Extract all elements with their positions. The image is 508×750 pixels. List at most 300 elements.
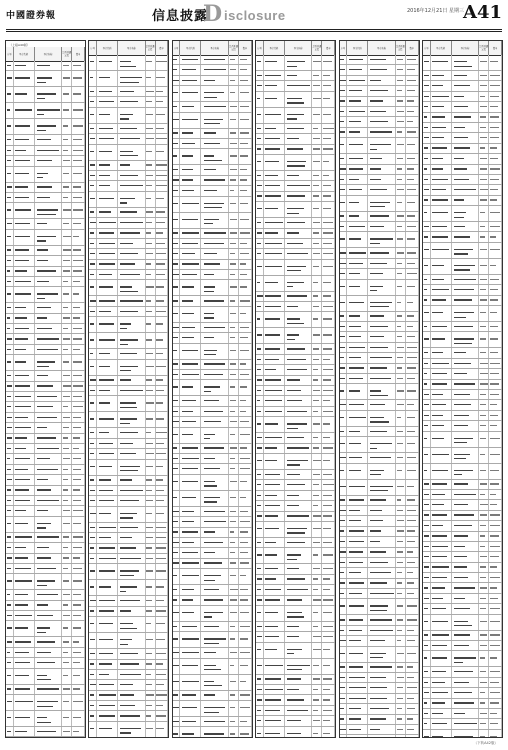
table-cell [406, 579, 419, 588]
table-cell [264, 501, 285, 510]
table-cell [347, 154, 368, 163]
table-cell [14, 564, 35, 573]
table-cell [368, 599, 396, 614]
table-cell [14, 637, 35, 646]
table-cell [347, 558, 368, 567]
table-cell [118, 691, 146, 700]
table-cell [173, 296, 181, 305]
table-cell [229, 569, 239, 584]
table-header-cell: 基金代码 [431, 41, 452, 55]
table-cell [368, 154, 396, 163]
table-row [89, 317, 168, 333]
table-row [89, 460, 168, 476]
table-cell [368, 437, 396, 452]
table-cell [62, 543, 72, 552]
table-row [173, 213, 252, 229]
table-cell [322, 522, 335, 537]
table-cell [431, 432, 452, 447]
table-row [423, 411, 502, 421]
table-cell [285, 675, 313, 684]
table-cell [35, 183, 63, 192]
table-cell [312, 622, 322, 631]
table-cell [347, 400, 368, 409]
table-cell [14, 711, 35, 726]
table-cell [62, 496, 72, 505]
table-cell [396, 138, 406, 153]
table-cell [396, 527, 406, 536]
table-cell [423, 332, 431, 347]
table-cell [312, 659, 322, 674]
table-cell [35, 277, 63, 286]
table-row [256, 501, 335, 511]
table-cell [239, 454, 252, 463]
table-header-cell: 序号 [89, 41, 97, 55]
table-cell [479, 699, 489, 708]
table-row [6, 496, 85, 506]
table-cell [89, 249, 97, 258]
table-cell [62, 334, 72, 343]
table-cell [156, 333, 169, 348]
table-header-row [89, 41, 168, 56]
table-cell [97, 134, 118, 143]
table-cell [6, 590, 14, 599]
table-cell [340, 615, 348, 624]
table-cell [201, 675, 229, 690]
table-cell [406, 384, 419, 399]
table-cell [146, 607, 156, 616]
table-cell [431, 411, 452, 420]
table-cell [201, 249, 229, 258]
table-row [340, 55, 419, 65]
table-cell [72, 87, 85, 102]
table-cell [489, 359, 502, 368]
table-cell [97, 296, 118, 305]
page-header [0, 0, 508, 30]
table-cell [396, 269, 406, 278]
table-cell [180, 86, 201, 101]
table-cell [239, 475, 252, 490]
table-row [6, 87, 85, 103]
table-cell [6, 574, 14, 589]
table-row [256, 376, 335, 386]
table-cell [72, 434, 85, 443]
table-cell [62, 621, 72, 636]
table-header-cell: 序号 [340, 41, 348, 55]
table-cell [229, 396, 239, 405]
table-cell [256, 108, 264, 123]
table-cell [423, 421, 431, 430]
table-cell [489, 348, 502, 357]
table-cell [489, 604, 502, 613]
table-cell [239, 165, 252, 174]
table-cell [256, 181, 264, 190]
table-cell [285, 596, 313, 605]
table-cell [97, 349, 118, 358]
table-cell [146, 171, 156, 180]
table-cell [312, 376, 322, 385]
table-cell [89, 218, 97, 227]
table-cell [118, 476, 146, 485]
table-cell [322, 685, 335, 694]
table-cell [396, 55, 406, 64]
table-row [340, 248, 419, 258]
table-cell [229, 444, 239, 453]
table-cell [173, 260, 181, 269]
table-cell [173, 407, 181, 416]
table-cell [340, 589, 348, 598]
table-cell [285, 239, 313, 248]
table-cell [229, 417, 239, 426]
table-cell [322, 145, 335, 154]
table-cell [118, 460, 146, 475]
table-cell [368, 715, 396, 724]
table-cell [89, 496, 97, 505]
table-cell [89, 711, 97, 720]
table-cell [156, 412, 169, 427]
table-row [89, 523, 168, 533]
table-cell [256, 202, 264, 217]
table-cell [340, 704, 348, 713]
header-rule [6, 29, 502, 30]
table-cell [72, 413, 85, 422]
table-row [173, 344, 252, 360]
table-cell [180, 428, 201, 443]
table-cell [72, 256, 85, 265]
table-cell [97, 396, 118, 411]
table-cell [347, 589, 368, 598]
table-cell [452, 583, 480, 592]
table-cell [118, 596, 146, 605]
table-cell [201, 691, 229, 700]
table-cell [312, 386, 322, 395]
table-cell [396, 579, 406, 588]
table-cell [340, 558, 348, 567]
table-cell [264, 181, 285, 190]
table-cell [62, 230, 72, 245]
table-cell [423, 604, 431, 613]
table-cell [180, 417, 201, 426]
table-cell [368, 76, 396, 85]
table-cell [452, 511, 480, 520]
table-cell [6, 219, 14, 228]
table-header-cell: 是否开通定投 [146, 41, 156, 55]
table-cell [368, 185, 396, 194]
table-cell [256, 575, 264, 584]
table-cell [322, 171, 335, 180]
table-header-cell: 基金名称 [285, 41, 313, 55]
table-cell [180, 344, 201, 359]
table-cell [173, 727, 181, 738]
table-row [256, 512, 335, 522]
table-cell [180, 149, 201, 164]
table-cell [97, 680, 118, 689]
table-cell [256, 155, 264, 170]
table-cell [239, 102, 252, 111]
table-row [423, 521, 502, 531]
table-cell [489, 133, 502, 142]
table-cell [72, 61, 85, 70]
table-cell [6, 371, 14, 380]
table-cell [256, 695, 264, 704]
table-cell [479, 348, 489, 357]
table-cell [156, 486, 169, 495]
table-cell [35, 517, 63, 532]
table-cell [347, 704, 368, 713]
table-row [89, 580, 168, 596]
table-cell [201, 307, 229, 322]
table-cell [312, 501, 322, 510]
table-cell [72, 648, 85, 657]
table-row [256, 659, 335, 675]
table-cell [156, 229, 169, 238]
table-cell [239, 517, 252, 526]
table-cell [97, 108, 118, 123]
table-cell [479, 390, 489, 399]
table-cell [406, 589, 419, 598]
table-cell [256, 302, 264, 311]
table-cell [396, 626, 406, 635]
table-cell [312, 134, 322, 143]
table-cell [201, 596, 229, 605]
table-cell [156, 476, 169, 485]
table-cell [452, 154, 480, 163]
table-row [423, 285, 502, 295]
table-cell [479, 369, 489, 378]
table-cell [180, 528, 201, 537]
table-cell [89, 660, 97, 669]
table-row [173, 280, 252, 296]
table-cell [156, 108, 169, 123]
table-cell [35, 564, 63, 573]
table-cell [368, 694, 396, 703]
table-cell [146, 496, 156, 505]
table-cell [14, 103, 35, 118]
table-row [256, 108, 335, 124]
table-cell [256, 643, 264, 658]
table-cell [72, 371, 85, 380]
table-cell [347, 683, 368, 692]
table-cell [173, 396, 181, 405]
table-cell [396, 343, 406, 352]
table-cell [14, 246, 35, 255]
table-cell [368, 280, 396, 295]
table-row [423, 699, 502, 709]
table-cell [340, 725, 348, 734]
table-cell [406, 196, 419, 211]
table-cell [340, 248, 348, 257]
table-cell [89, 523, 97, 532]
table-cell [423, 144, 431, 153]
table-cell [285, 71, 313, 80]
table-cell [312, 81, 322, 90]
table-row [340, 269, 419, 279]
table-cell [6, 648, 14, 657]
table-cell [423, 380, 431, 389]
table-row [6, 230, 85, 246]
table-cell [173, 186, 181, 195]
table-cell [431, 667, 452, 676]
table-cell [368, 269, 396, 278]
table-cell [423, 123, 431, 132]
table-cell [479, 432, 489, 447]
table-cell [312, 181, 322, 190]
table-cell [14, 621, 35, 636]
table-cell [322, 355, 335, 364]
table-cell [62, 564, 72, 573]
table-cell [285, 292, 313, 301]
table-cell [173, 464, 181, 473]
table-cell [14, 119, 35, 134]
table-header-row [423, 41, 502, 56]
table-cell [489, 532, 502, 541]
table-cell [118, 633, 146, 648]
table-cell [347, 626, 368, 635]
table-cell [72, 392, 85, 401]
table-cell [431, 243, 452, 258]
table-cell [347, 496, 368, 505]
table-cell [285, 407, 313, 416]
table-row [6, 345, 85, 355]
table-cell [340, 165, 348, 174]
table-cell [406, 128, 419, 137]
table-cell [264, 575, 285, 584]
table-cell [35, 475, 63, 484]
table-cell [431, 55, 452, 70]
table-cell [312, 444, 322, 453]
table-cell [431, 631, 452, 640]
table-row [89, 396, 168, 412]
table-cell [322, 512, 335, 521]
table-body [6, 61, 85, 737]
table-cell [97, 97, 118, 106]
table-cell [322, 181, 335, 190]
table-cell [452, 678, 480, 687]
table-cell [180, 396, 201, 405]
table-cell [312, 512, 322, 521]
table-row [6, 506, 85, 516]
table-cell [173, 55, 181, 64]
table-row [340, 427, 419, 437]
table-cell [479, 688, 489, 697]
table-row [89, 280, 168, 296]
table-row [423, 332, 502, 348]
table-cell [264, 512, 285, 521]
table-cell [72, 103, 85, 118]
table-cell [406, 175, 419, 184]
table-cell [14, 685, 35, 694]
table-cell [347, 97, 368, 106]
table-cell [180, 454, 201, 463]
table-cell [201, 360, 229, 369]
table-cell [285, 606, 313, 621]
table-cell [264, 433, 285, 442]
table-cell [180, 464, 201, 473]
table-row [89, 722, 168, 738]
table-cell [146, 633, 156, 648]
table-cell [406, 636, 419, 645]
table-row [89, 134, 168, 144]
table-row [6, 517, 85, 533]
page-footer [0, 738, 508, 750]
table-cell [229, 86, 239, 101]
table-cell [431, 390, 452, 399]
table-body [256, 55, 335, 737]
table-cell [396, 663, 406, 672]
table-header-row [340, 41, 419, 56]
table-cell [146, 596, 156, 605]
table-cell [14, 669, 35, 684]
table-cell [72, 543, 85, 552]
table-cell [239, 538, 252, 547]
table-cell [6, 454, 14, 463]
table-cell [347, 269, 368, 278]
table-row [6, 402, 85, 412]
table-cell [239, 727, 252, 738]
table-cell [229, 585, 239, 594]
table-cell [285, 92, 313, 107]
table-cell [264, 659, 285, 674]
table-cell [14, 444, 35, 453]
table-cell [264, 249, 285, 258]
table-cell [229, 464, 239, 473]
table-cell [97, 412, 118, 427]
table-cell [239, 149, 252, 164]
table-header-cell: 费率 [72, 47, 85, 61]
table-row [340, 107, 419, 117]
table-cell [312, 239, 322, 248]
table-row [6, 486, 85, 496]
table-cell [256, 685, 264, 694]
table-row [6, 277, 85, 287]
table-cell [431, 123, 452, 132]
table-cell [406, 400, 419, 409]
table-cell [180, 307, 201, 322]
table-row [6, 621, 85, 637]
table-cell [406, 117, 419, 126]
table-cell [347, 725, 368, 734]
table-cell [14, 486, 35, 495]
table-cell [146, 564, 156, 579]
table-header-row [173, 41, 252, 56]
table-cell [14, 648, 35, 657]
table-cell [368, 615, 396, 624]
table-cell [156, 181, 169, 190]
table-cell [62, 219, 72, 228]
table-cell [256, 606, 264, 621]
table-cell [146, 722, 156, 737]
table-cell [35, 355, 63, 370]
table-cell [201, 65, 229, 74]
table-row [340, 343, 419, 353]
table-header-cell: 费率 [156, 41, 169, 55]
table-cell [229, 239, 239, 248]
table-cell [97, 523, 118, 532]
table-cell [97, 171, 118, 180]
table-body [89, 55, 168, 737]
table-cell [312, 276, 322, 291]
table-cell [14, 230, 35, 245]
table-cell [347, 464, 368, 479]
table-cell [239, 270, 252, 279]
table-cell [312, 606, 322, 621]
table-cell [97, 333, 118, 348]
table-cell [72, 355, 85, 370]
table-row [340, 694, 419, 704]
table-row [6, 695, 85, 711]
table-cell [6, 382, 14, 391]
table-cell [368, 683, 396, 692]
table-cell [180, 323, 201, 332]
